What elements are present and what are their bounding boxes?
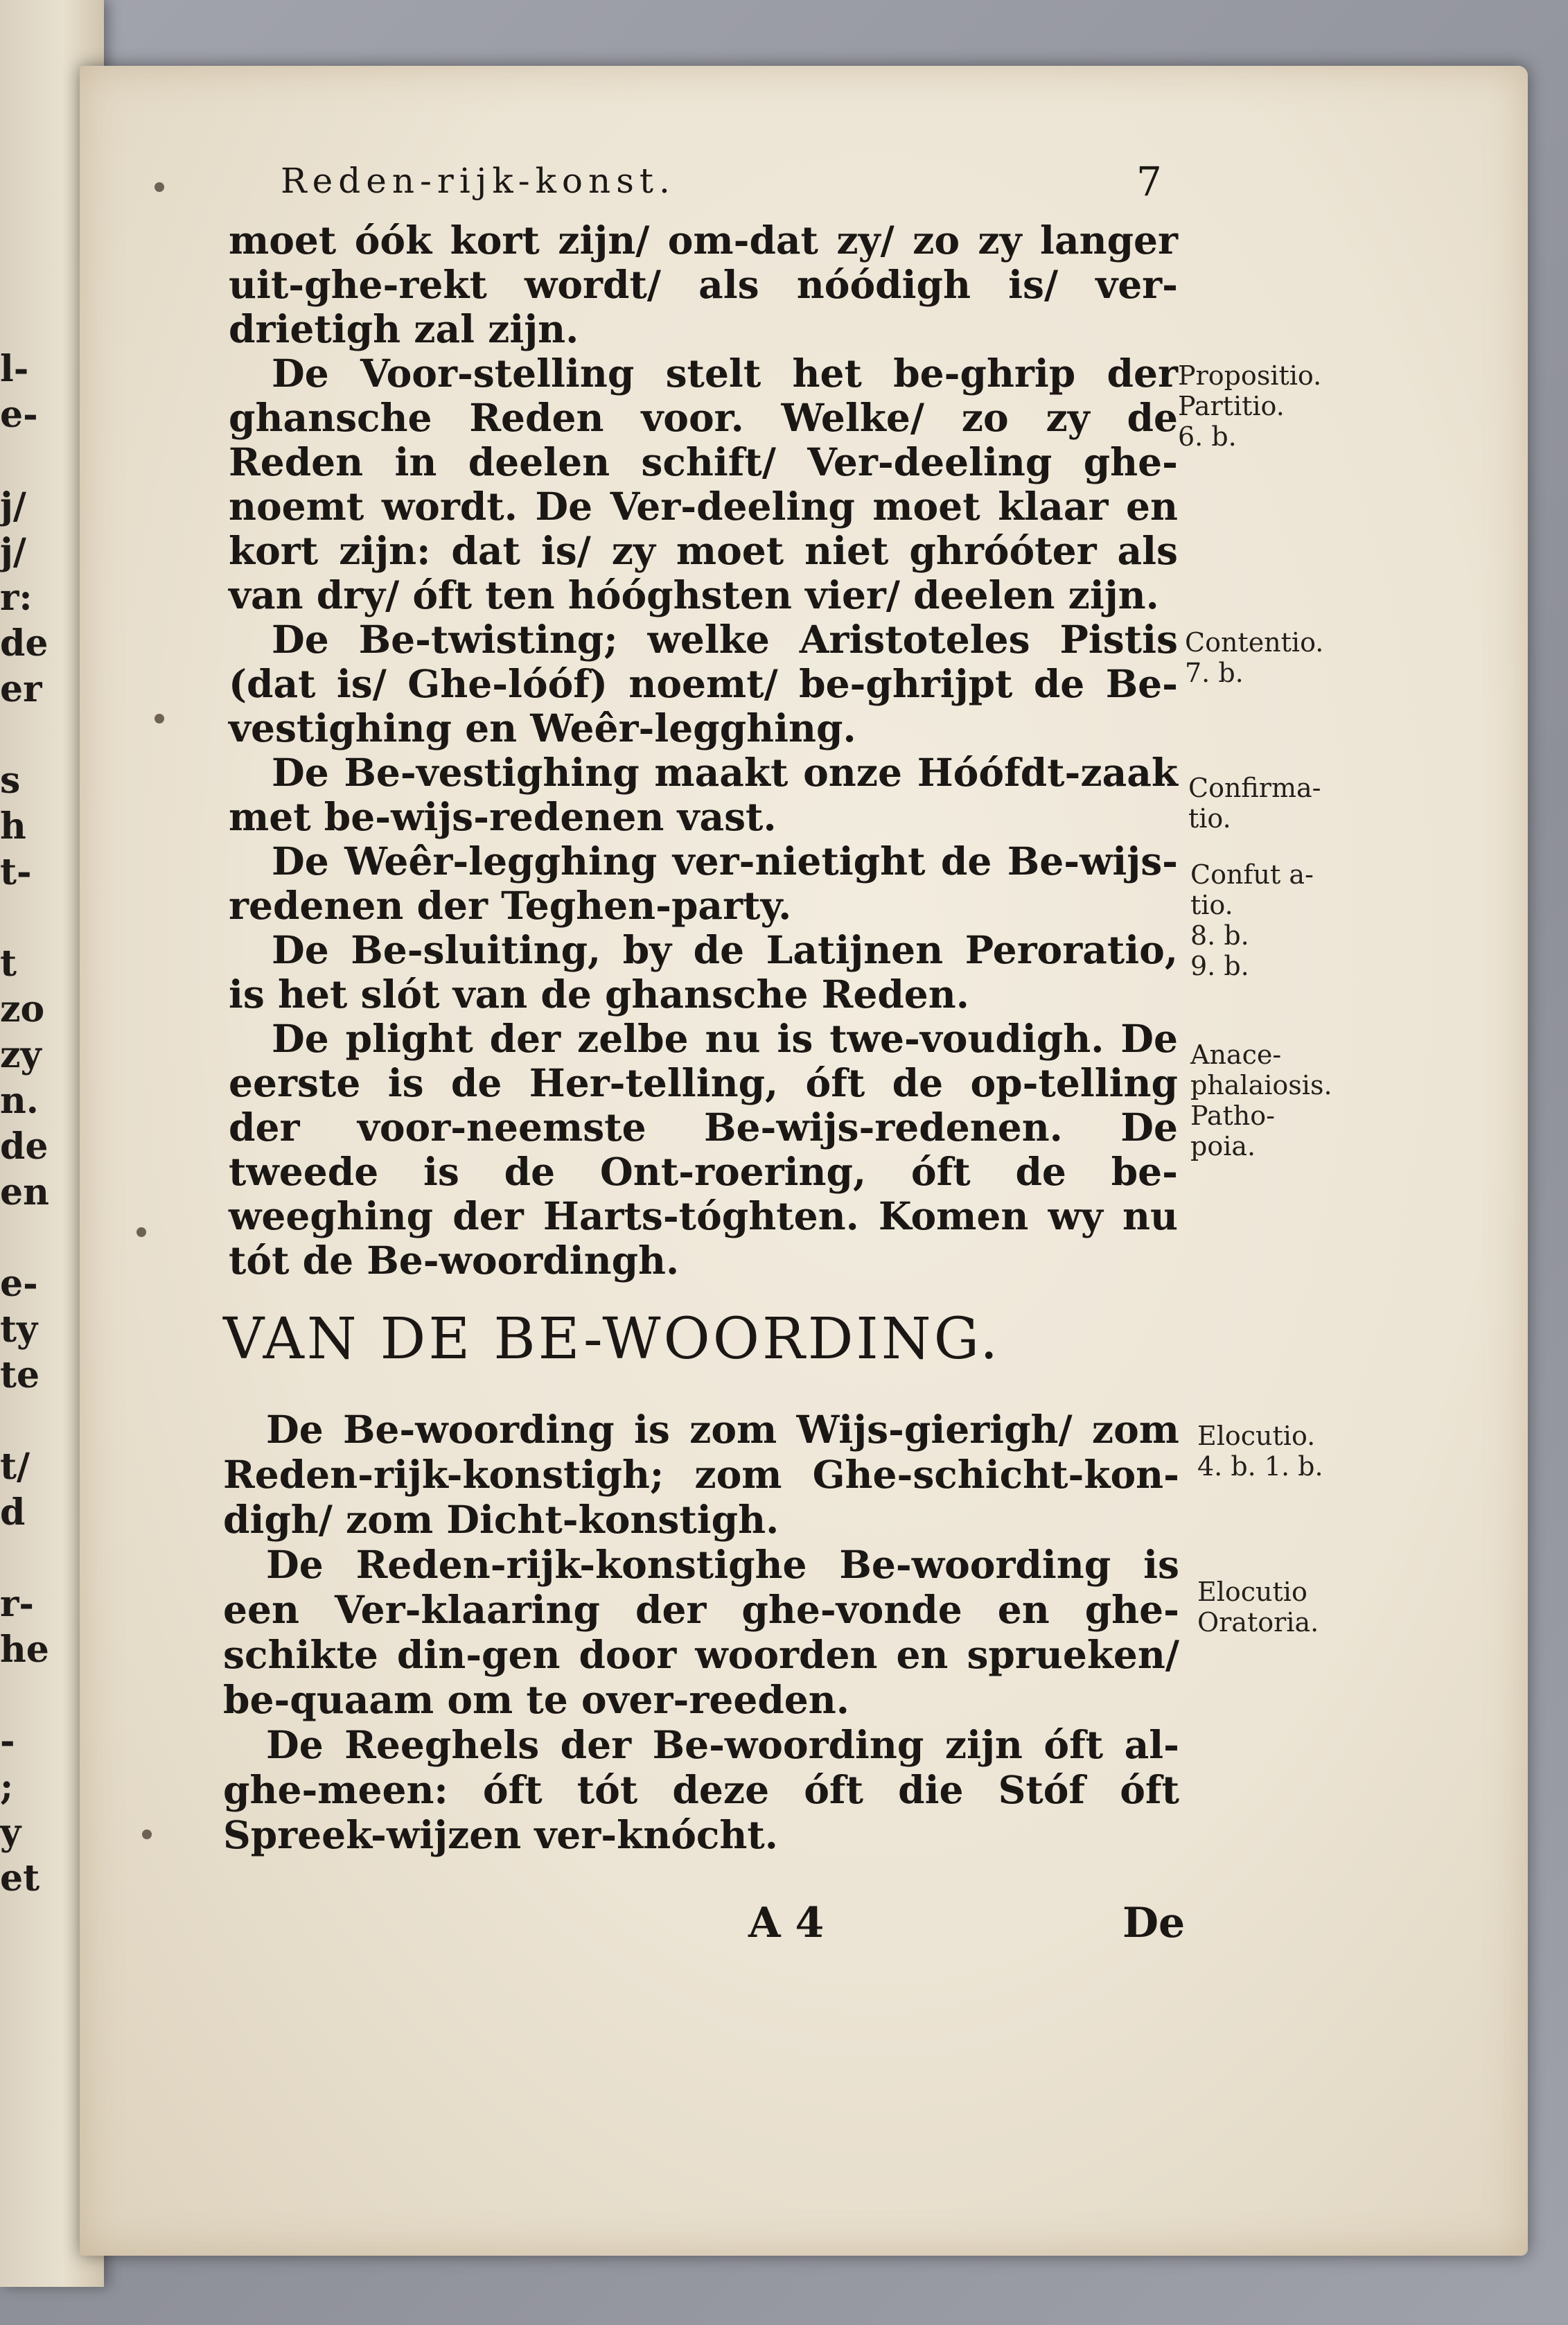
paragraph: moet óók kort zijn/ om-dat zy/ zo zy langer uit-ghe-rekt wordt/ als nóódigh is/ ver-drietigh zal zijn. — [229, 218, 1178, 351]
body-text-bottom — [223, 1407, 1179, 1857]
section-heading: VAN DE BE-WOORDING. — [223, 1306, 1001, 1372]
signature-mark: A 4 — [748, 1899, 825, 1947]
paragraph: De Be-twisting; welke Aristoteles Pistis (dat is/ Ghe-lóóf) noemt/ be-ghrijpt de Be-vestighing en Weêr-legghing. — [229, 617, 1178, 751]
margin-note: Confirma- tio. — [1188, 773, 1321, 834]
paragraph: De Reden-rijk-konstighe Be-woording is een Ver-klaaring der ghe-vonde en ghe-schikte din-gen door woorden en sprueken/ be-quaam om te over-reeden. — [223, 1542, 1179, 1722]
paragraph: De Be-woording is zom Wijs-gierigh/ zom Reden-rijk-konstigh; zom Ghe-schicht-kon-digh/ zom Dicht-konstigh. — [223, 1407, 1179, 1542]
margin-note: Anace- phalaiosis. Patho- poia. — [1190, 1039, 1332, 1161]
margin-note: Elocutio Oratoria. — [1197, 1577, 1319, 1638]
binding-hole — [155, 182, 164, 192]
binding-hole — [142, 1830, 152, 1839]
running-head: Reden-rijk-konst. — [281, 161, 676, 201]
margin-note: Elocutio. 4. b. 1. b. — [1197, 1421, 1323, 1482]
margin-note: Contentio. 7. b. — [1185, 627, 1324, 688]
body-text-top — [229, 218, 1178, 1283]
paragraph: De Reeghels der Be-woording zijn óft al-ghe-meen: óft tót deze óft die Stóf óft Spreek-wijzen ver-knócht. — [223, 1722, 1179, 1857]
catchword: De — [1122, 1899, 1186, 1947]
page-number: 7 — [1136, 158, 1162, 205]
margin-note: Confut a- tio. 8. b. 9. b. — [1190, 859, 1314, 981]
paragraph: De Voor-stelling stelt het be-ghrip der ghansche Reden voor. Welke/ zo zy de Reden in deelen schift/ Ver-deeling ghe-noemt wordt. De Ver-deeling moet klaar en kort zijn: dat is/ zy moet niet ghróóter als van dry/ óft ten hóóghsten vier/ deelen zijn. — [229, 351, 1178, 617]
paragraph: De Be-vestighing maakt onze Hóófdt-zaak met be-wijs-redenen vast. — [229, 750, 1178, 839]
paragraph: De Be-sluiting, by de Latijnen Peroratio, is het slót van de ghansche Reden. — [229, 927, 1178, 1017]
margin-note: Propositio. Partitio. 6. b. — [1178, 360, 1322, 452]
paragraph: De plight der zelbe nu is twe-voudigh. De eerste is de Her-telling, óft de op-telling der voor-neemste Be-wijs-redenen. De tweede is de Ont-roering, óft de be-weeghing der Harts-tóghten. Komen wy nu tót de Be-woordingh. — [229, 1016, 1178, 1283]
binding-hole — [136, 1227, 146, 1237]
paragraph: De Weêr-legghing ver-nietight de Be-wijs-redenen der Teghen-party. — [229, 839, 1178, 928]
previous-page-text-fragments: l- e- j/ j/ r: de er s h t- t zo zy n. de en e- ty te t/ d r- he - ; y et — [0, 348, 49, 1900]
binding-hole — [155, 714, 164, 723]
